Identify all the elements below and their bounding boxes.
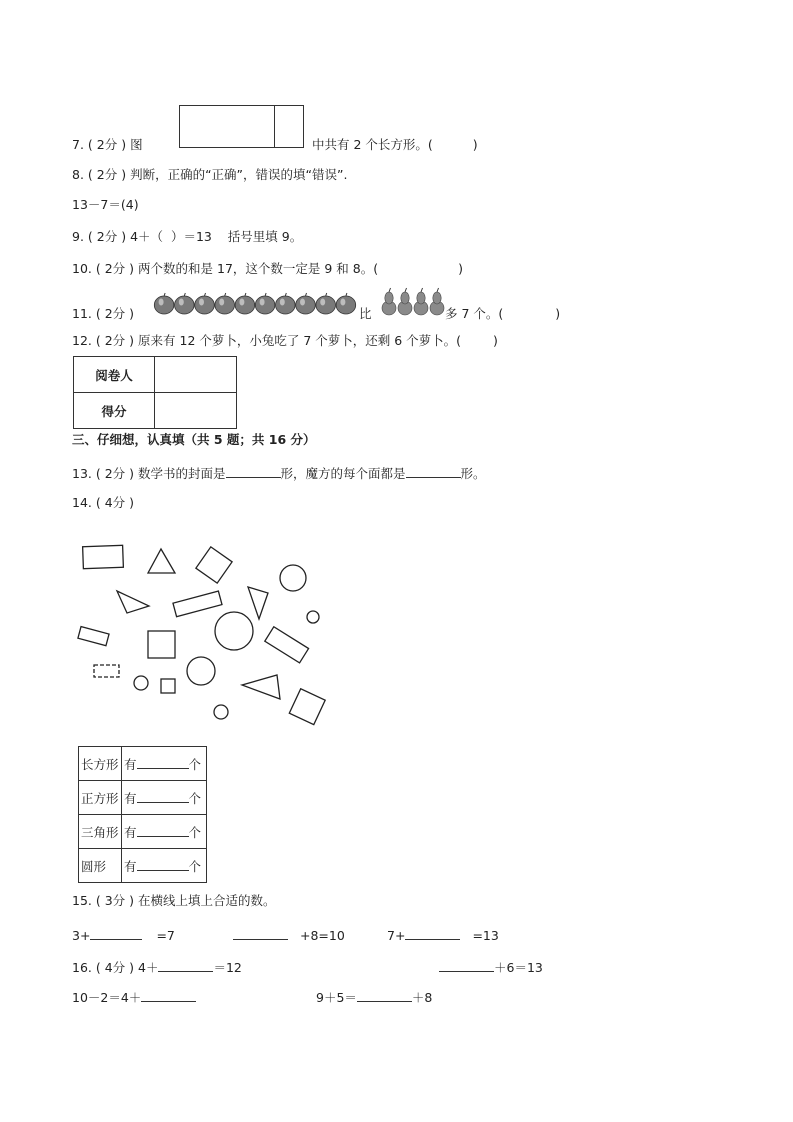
answer-blank[interactable] <box>439 958 494 972</box>
row-label: 圆形 <box>79 849 122 883</box>
apple-icon <box>195 293 215 314</box>
answer-blank[interactable] <box>406 464 461 478</box>
question-score: ( 2分 ) <box>95 333 135 348</box>
table-row <box>79 781 207 815</box>
question-11-text <box>445 306 560 322</box>
circle-shape <box>307 611 319 623</box>
question-number: 13. <box>72 466 92 481</box>
rectangle-shape <box>78 627 109 646</box>
question-text: 原来有 12 个萝卜，小兔吃了 7 个萝卜，还剩 6 个萝卜。( <box>138 333 462 348</box>
equation-text: 3+ <box>72 928 91 943</box>
apple-icon <box>175 293 195 314</box>
score-label: 得分 <box>74 393 155 429</box>
answer-blank[interactable] <box>90 926 142 940</box>
triangle-shape <box>117 591 149 613</box>
square-shape <box>161 679 175 693</box>
pears-picture <box>381 286 445 316</box>
question-number: 14. <box>72 495 92 510</box>
question-12 <box>72 333 498 349</box>
answer-blank[interactable] <box>137 789 189 803</box>
apple-icon <box>215 293 235 314</box>
answer-close: ) <box>493 333 498 348</box>
question-text: 两个数的和是 17，这个数一定是 9 和 8。( <box>138 261 379 276</box>
grader-table <box>73 356 237 429</box>
question-text: 判断，正确的“正确”，错误的填“错误”. <box>130 167 348 182</box>
rectangle-shape <box>94 665 119 677</box>
rectangle-figure <box>179 105 305 149</box>
question-number: 9. <box>72 229 84 244</box>
question-8-expression <box>72 197 139 213</box>
apple-icon <box>316 293 336 314</box>
question-text: 多 7 个。( <box>445 306 504 321</box>
triangle-shape <box>248 587 268 619</box>
q16-equation-2 <box>439 958 543 976</box>
equation-text: 7+ <box>387 928 406 943</box>
row-label: 正方形 <box>79 781 122 815</box>
row-suffix: 个 <box>188 790 202 806</box>
question-8 <box>72 167 347 183</box>
q15-equation-2 <box>233 926 345 944</box>
q16-equation-4 <box>316 988 432 1006</box>
question-number: 12. <box>72 333 92 348</box>
rectangle-shape <box>173 591 222 617</box>
apple-icon <box>276 293 296 314</box>
question-score: ( 2分 ) <box>87 229 127 244</box>
question-text: 4＋（ ）＝13 括号里填 9。 <box>130 229 303 244</box>
section-title: 三、仔细想，认真填（共 5 题；共 16 分） <box>72 432 316 447</box>
question-7-text <box>312 137 478 153</box>
question-13 <box>72 464 486 482</box>
question-number: 15. <box>72 893 92 908</box>
square-shape <box>148 631 175 658</box>
row-prefix: 有 <box>124 790 137 806</box>
equation-text: ＝12 <box>213 960 242 975</box>
question-score: ( 2分 ) <box>87 167 127 182</box>
answer-blank[interactable] <box>137 857 189 871</box>
answer-blank[interactable] <box>405 926 460 940</box>
question-score: ( 2分 ) <box>95 306 135 321</box>
answer-blank[interactable] <box>137 823 189 837</box>
expression: 13－7＝(4) <box>72 197 139 212</box>
question-number: 8. <box>72 167 84 182</box>
answer-blank[interactable] <box>233 926 288 940</box>
count-cell <box>122 747 207 781</box>
pear-icon <box>382 288 396 315</box>
rectangle-shape <box>83 545 124 568</box>
rectangle-shape <box>265 627 309 663</box>
question-text: 比 <box>359 306 372 321</box>
table-row <box>79 815 207 849</box>
question-text: 形，魔方的每个面都是 <box>280 466 406 481</box>
count-cell <box>122 815 207 849</box>
count-cell <box>122 849 207 883</box>
question-score: ( 2分 ) <box>95 261 135 276</box>
question-number: 16. <box>72 960 92 975</box>
shape-count-table <box>78 746 207 883</box>
equation-text: 10－2＝4＋ <box>72 990 142 1005</box>
question-7 <box>72 137 143 153</box>
circle-shape <box>280 565 306 591</box>
score-cell[interactable] <box>155 393 237 429</box>
row-suffix: 个 <box>188 756 202 772</box>
shapes-figure <box>70 535 330 730</box>
question-score: ( 4分 ) <box>95 960 135 975</box>
answer-blank[interactable] <box>141 988 196 1002</box>
apple-icon <box>255 293 275 314</box>
count-cell <box>122 781 207 815</box>
apple-icon <box>154 293 174 314</box>
answer-close: ) <box>458 261 463 276</box>
question-11 <box>72 306 134 322</box>
row-label: 三角形 <box>79 815 122 849</box>
row-suffix: 个 <box>188 824 202 840</box>
equation-text: 4＋ <box>138 960 159 975</box>
question-text: 图 <box>130 137 143 152</box>
question-number: 7. <box>72 137 84 152</box>
question-score: ( 4分 ) <box>95 495 135 510</box>
equation-text: 9＋5＝ <box>316 990 357 1005</box>
circle-shape <box>187 657 215 685</box>
apple-icon <box>336 293 356 314</box>
pear-icon <box>398 288 412 315</box>
section-3-title <box>72 432 316 448</box>
pear-icon <box>430 288 444 315</box>
question-score: ( 2分 ) <box>95 466 135 481</box>
answer-close: ) <box>555 306 561 321</box>
answer-close: ) <box>472 137 478 152</box>
apple-icon <box>296 293 316 314</box>
question-text: 形。 <box>460 466 486 481</box>
reviewer-label: 阅卷人 <box>74 357 155 393</box>
row-suffix: 个 <box>188 858 202 874</box>
equation-text: ＋6＝13 <box>494 960 543 975</box>
equation-text: ＋8 <box>411 990 433 1005</box>
question-11-mid <box>359 306 372 322</box>
equation-text: =13 <box>472 928 499 943</box>
row-prefix: 有 <box>124 824 137 840</box>
question-15 <box>72 893 276 909</box>
answer-blank[interactable] <box>158 958 213 972</box>
circle-shape <box>134 676 148 690</box>
question-score: ( 3分 ) <box>95 893 135 908</box>
question-text: 在横线上填上合适的数。 <box>138 893 276 908</box>
table-row <box>79 747 207 781</box>
answer-blank[interactable] <box>226 464 281 478</box>
q16-equation-3 <box>72 988 196 1006</box>
circle-shape <box>214 705 228 719</box>
triangle-shape <box>242 675 280 699</box>
pear-icon <box>414 288 428 315</box>
row-prefix: 有 <box>124 858 137 874</box>
question-number: 10. <box>72 261 92 276</box>
answer-blank[interactable] <box>137 755 189 769</box>
row-prefix: 有 <box>124 756 137 772</box>
question-14 <box>72 495 134 511</box>
triangle-shape <box>148 549 175 573</box>
q15-equation-1 <box>72 926 175 944</box>
q15-equation-3 <box>387 926 499 944</box>
question-9 <box>72 229 302 245</box>
question-text: 数学书的封面是 <box>138 466 226 481</box>
question-text: 中共有 2 个长方形。( <box>312 137 433 152</box>
table-row <box>79 849 207 883</box>
apples-picture <box>154 291 356 315</box>
row-label: 长方形 <box>79 747 122 781</box>
question-number: 11. <box>72 306 92 321</box>
question-10 <box>72 261 463 277</box>
equation-text: =7 <box>156 928 175 943</box>
square-shape <box>289 689 325 725</box>
circle-shape <box>215 612 253 650</box>
question-16 <box>72 958 242 976</box>
apple-icon <box>235 293 255 314</box>
answer-blank[interactable] <box>357 988 412 1002</box>
equation-text: +8=10 <box>300 928 345 943</box>
square-shape <box>196 547 232 583</box>
reviewer-cell[interactable] <box>155 357 237 393</box>
question-score: ( 2分 ) <box>87 137 127 152</box>
